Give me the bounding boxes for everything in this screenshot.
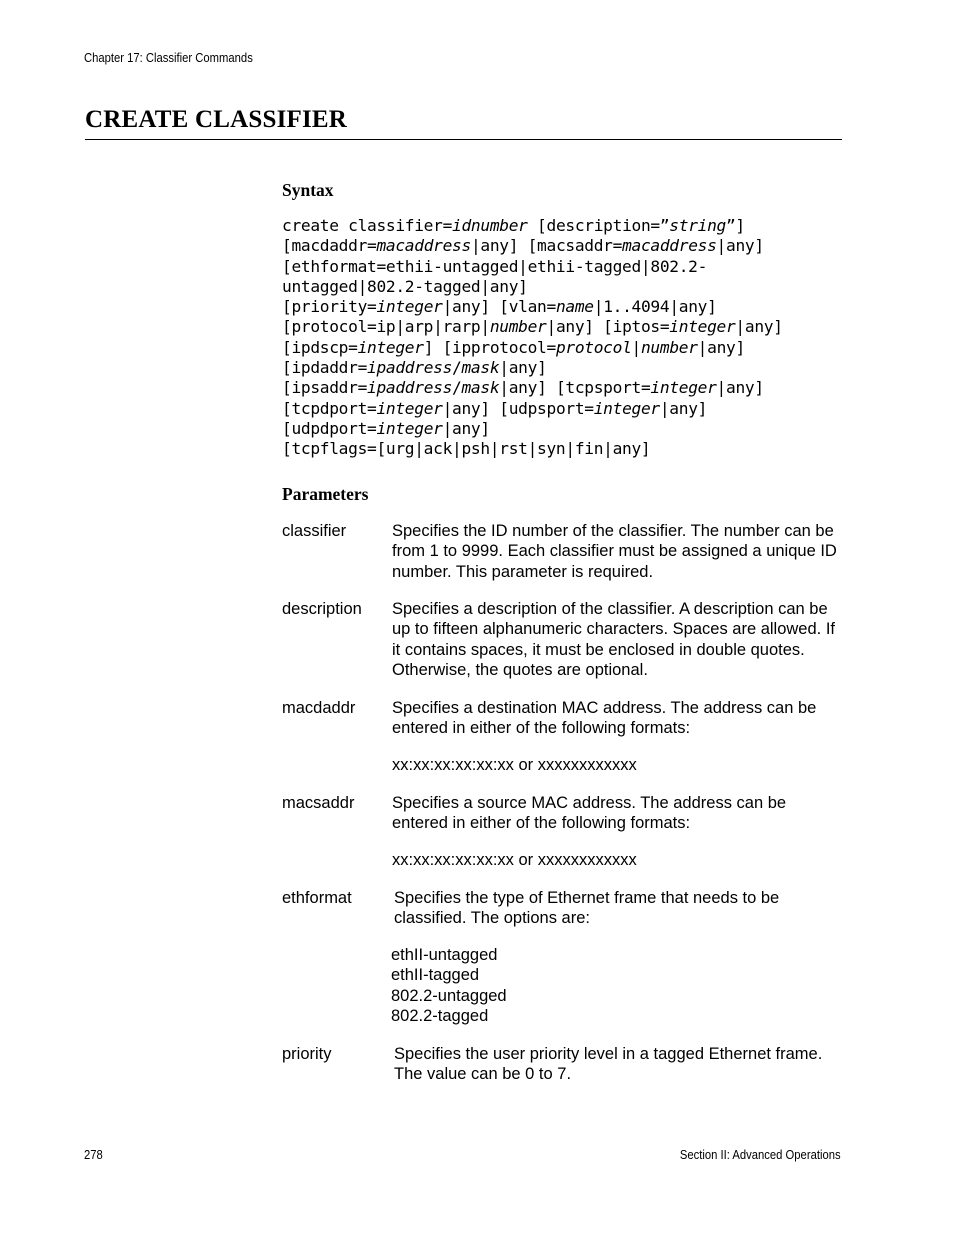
syntax-literal: | xyxy=(631,337,641,357)
running-footer: Section II: Advanced Operations xyxy=(680,1148,841,1162)
syntax-placeholder: protocol xyxy=(555,337,632,357)
syntax-block xyxy=(282,216,842,460)
syntax-placeholder: integer xyxy=(376,297,443,317)
syntax-literal: [macdaddr= xyxy=(282,236,377,256)
syntax-literal: / xyxy=(452,358,462,378)
title-rule xyxy=(85,139,842,140)
syntax-literal: / xyxy=(452,378,462,398)
ethformat-options xyxy=(391,945,507,1026)
param-format-macdaddr: xx:xx:xx:xx:xx:xx or xxxxxxxxxxxx xyxy=(392,756,637,774)
syntax-literal: |any] [iptos= xyxy=(546,317,670,337)
syntax-literal: |any] xyxy=(735,317,783,337)
syntax-literal: |any] xyxy=(716,378,764,398)
param-name-macsaddr: macsaddr xyxy=(282,794,355,812)
syntax-line xyxy=(282,439,650,458)
syntax-literal: [udpdport= xyxy=(282,418,377,438)
syntax-line xyxy=(282,277,528,296)
syntax-placeholder: macaddress xyxy=(376,236,471,256)
syntax-literal: |any] xyxy=(442,418,490,438)
syntax-placeholder: integer xyxy=(593,398,660,418)
syntax-placeholder: integer xyxy=(376,398,443,418)
syntax-placeholder: mask xyxy=(461,358,500,378)
syntax-literal: untagged|802.2-tagged|any] xyxy=(282,276,528,296)
syntax-literal: [ethformat=ethii-untagged|ethii-tagged|802.2- xyxy=(282,256,708,276)
list-item: 802.2-untagged xyxy=(391,986,507,1005)
syntax-literal: [tcpdport= xyxy=(282,398,377,418)
running-header: Chapter 17: Classifier Commands xyxy=(84,51,253,65)
param-name-priority: priority xyxy=(282,1045,332,1063)
syntax-literal: |1..4094|any] xyxy=(593,297,717,317)
syntax-placeholder: string xyxy=(669,216,726,235)
syntax-heading: Syntax xyxy=(282,180,334,200)
syntax-literal: |any] [tcpsport= xyxy=(499,378,651,398)
syntax-literal: [protocol=ip|arp|rarp| xyxy=(282,317,490,337)
syntax-literal: |any] [udpsport= xyxy=(442,398,594,418)
syntax-placeholder: number xyxy=(640,337,698,357)
syntax-literal: |any] [macsaddr= xyxy=(470,236,623,256)
param-format-macsaddr: xx:xx:xx:xx:xx:xx or xxxxxxxxxxxx xyxy=(392,851,637,869)
syntax-literal: |any] xyxy=(659,398,708,418)
syntax-line xyxy=(282,399,707,418)
syntax-placeholder: integer xyxy=(669,317,736,337)
syntax-literal: |any] xyxy=(499,358,547,378)
param-desc-macsaddr: Specifies a source MAC address. The address can be entered in either of the following formats: xyxy=(392,794,787,833)
param-desc-macdaddr: Specifies a destination MAC address. The address can be entered in either of the following formats: xyxy=(392,699,817,738)
syntax-placeholder: ipaddress xyxy=(367,358,453,378)
syntax-placeholder: integer xyxy=(357,337,424,357)
syntax-literal: [priority= xyxy=(282,297,377,317)
page-number: 278 xyxy=(84,1148,103,1162)
param-name-description: description xyxy=(282,600,362,618)
syntax-line xyxy=(282,419,490,438)
syntax-literal: |any] [vlan= xyxy=(442,297,556,317)
syntax-placeholder: idnumber xyxy=(452,216,528,235)
syntax-literal: [tcpflags=[urg|ack|psh|rst|syn|fin|any] xyxy=(282,439,651,459)
param-name-classifier: classifier xyxy=(282,522,347,540)
syntax-placeholder: ipaddress xyxy=(367,378,453,398)
parameters-heading: Parameters xyxy=(282,484,369,504)
syntax-placeholder: number xyxy=(489,317,547,337)
param-name-ethformat: ethformat xyxy=(282,889,352,907)
syntax-line xyxy=(282,358,547,377)
syntax-line xyxy=(282,378,764,397)
page-title: CREATE CLASSIFIER xyxy=(85,106,348,133)
param-desc-ethformat: Specifies the type of Ethernet frame that needs to be classified. The options are: xyxy=(394,889,780,928)
param-name-macdaddr: macdaddr xyxy=(282,699,356,717)
list-item: ethII-untagged xyxy=(391,946,498,964)
syntax-literal: |any] xyxy=(716,236,764,256)
syntax-literal: [ipdscp= xyxy=(282,337,358,357)
syntax-placeholder: macaddress xyxy=(622,236,717,256)
syntax-placeholder: integer xyxy=(650,378,717,398)
list-item: ethII-tagged xyxy=(391,966,480,985)
syntax-placeholder: name xyxy=(555,297,594,317)
syntax-literal: [ipdaddr= xyxy=(282,358,368,378)
list-item: 802.2-tagged xyxy=(391,1006,489,1025)
param-desc-priority: Specifies the user priority level in a tagged Ethernet frame. The value can be 0 to 7. xyxy=(394,1045,823,1084)
syntax-line xyxy=(282,236,764,255)
syntax-literal: [ipsaddr= xyxy=(282,378,368,398)
syntax-placeholder: mask xyxy=(461,378,500,398)
syntax-line xyxy=(282,257,707,276)
syntax-line xyxy=(282,297,717,316)
syntax-line xyxy=(282,338,745,357)
syntax-literal: create classifier= xyxy=(282,216,453,235)
syntax-line xyxy=(282,216,745,235)
syntax-line xyxy=(282,317,783,336)
syntax-literal: |any] xyxy=(697,337,745,357)
param-desc-classifier: Specifies the ID number of the classifier. The number can be from 1 to 9999. Each classifier must be assigned a unique ID number. This parameter is required. xyxy=(392,522,837,581)
syntax-placeholder: integer xyxy=(376,418,443,438)
syntax-literal: [description=” xyxy=(527,216,670,235)
syntax-literal: ”] xyxy=(725,216,745,235)
syntax-literal: ] [ipprotocol= xyxy=(423,337,556,357)
param-desc-description: Specifies a description of the classifier. A description can be up to fifteen alphanumeric characters. Spaces are allowed. If it contains spaces, it must be enclosed in double quotes. Otherwise, the quotes are optional. xyxy=(392,600,835,679)
